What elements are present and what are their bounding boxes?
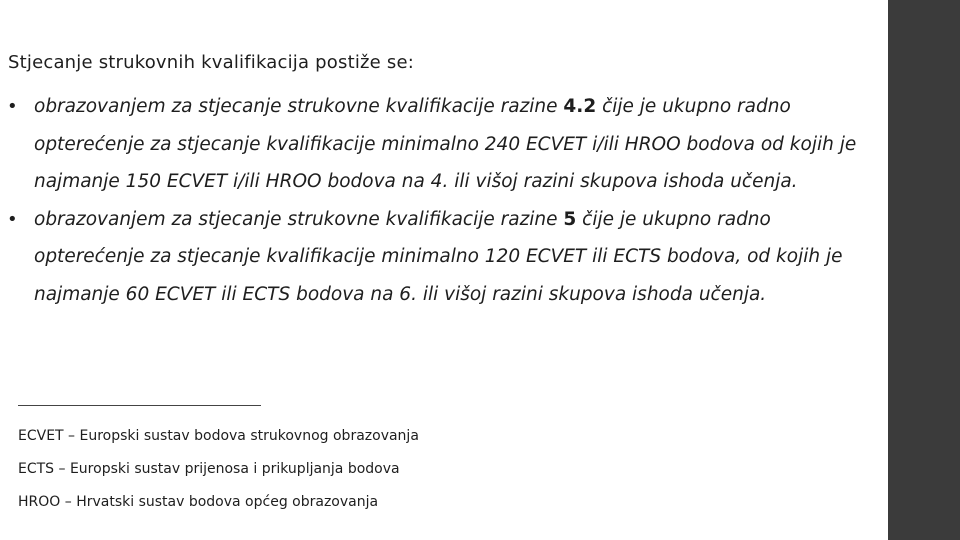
bullet-item-level-5 <box>0 201 880 314</box>
intro-heading: Stjecanje strukovnih kvalifikacija postiže se: <box>8 52 414 73</box>
qualification-level: 4.2 <box>563 96 597 117</box>
bullet-item-level-4-2 <box>0 88 880 201</box>
footnote-hroo: HROO – Hrvatski sustav bodova općeg obrazovanja <box>18 494 379 510</box>
footnote-divider <box>18 405 261 406</box>
footnote-ects: ECTS – Europski sustav prijenosa i prikupljanja bodova <box>18 461 400 477</box>
footnote-list <box>18 420 419 519</box>
bullet-text <box>34 209 843 305</box>
footnote-ecvet: ECVET – Europski sustav bodova strukovnog obrazovanja <box>18 428 419 444</box>
bullet-list <box>0 88 880 313</box>
bullet-icon: • <box>7 96 18 117</box>
bullet-text <box>34 96 856 192</box>
bullet-text-post: čije je ukupno radno opterećenje za stjecanje kvalifikacije minimalno 120 ECVET ili ECTS bodova, od kojih je najmanje 60 ECVET ili ECTS bodova na 6. ili višoj razini skupova ishoda učenja. <box>34 208 843 305</box>
bullet-text-pre: obrazovanjem za stjecanje strukovne kvalifikacije razine <box>34 96 564 117</box>
qualification-level: 5 <box>563 208 577 230</box>
side-panel <box>888 0 960 540</box>
bullet-icon: • <box>7 208 18 230</box>
bullet-text-post: čije je ukupno radno opterećenje za stjecanje kvalifikacije minimalno 240 ECVET i/ili HROO bodova od kojih je najmanje 150 ECVET i/ili HROO bodova na 4. ili višoj razini skupova ishoda učenja. <box>34 96 857 192</box>
bullet-text-pre: obrazovanjem za stjecanje strukovne kvalifikacije razine <box>34 208 564 230</box>
